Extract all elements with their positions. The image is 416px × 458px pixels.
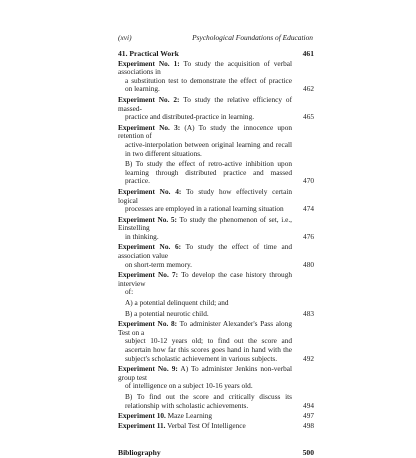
page-roman-number: (xvi) <box>118 33 132 42</box>
section-heading <box>118 50 314 59</box>
entry-text: To study how effectively certain logical <box>118 186 292 205</box>
entry-label: Experiment 11. <box>118 420 166 430</box>
toc-entry-9a <box>118 365 314 391</box>
entry-page: 470 <box>303 176 314 186</box>
entry-page: 497 <box>303 411 314 421</box>
toc-entry-3a <box>118 124 314 158</box>
entry-text: To study the relative efficiency of massed- <box>118 94 292 113</box>
entry-cont: in thinking. <box>125 231 159 241</box>
toc-entry-3b <box>118 160 314 186</box>
entry-cont: active-interpolation between original learning and recall in two different situations. <box>125 139 292 158</box>
entry-page: 498 <box>303 420 314 430</box>
entry-page: 492 <box>303 353 314 363</box>
bibliography-entry <box>118 449 314 458</box>
entry-text: A) a potential delinquent child; and <box>125 298 229 308</box>
entry-text: Verbal Test Of Intelligence <box>167 420 246 430</box>
section-title: 41. Practical Work <box>118 49 179 58</box>
toc-entry-7b <box>118 310 314 319</box>
toc-entry-2 <box>118 96 314 122</box>
entry-text: (A) To study the innocence upon retention of <box>118 122 292 141</box>
toc-entry-7 <box>118 271 314 297</box>
entry-page: 476 <box>303 231 314 241</box>
entry-text <box>118 393 298 410</box>
bibliography-page: 500 <box>302 448 314 458</box>
section-page: 461 <box>302 49 314 58</box>
toc-entry-10 <box>118 412 314 421</box>
toc-entry-8 <box>118 320 314 363</box>
entry-label: Experiment No. 5: <box>118 214 177 224</box>
entry-label: Experiment No. 1: <box>118 58 180 68</box>
entry-text: B) a potential neurotic child. <box>125 308 209 318</box>
entry-text: To study the acquisition of verbal associations in <box>118 58 292 77</box>
entry-text-line: B) To find out the score and critically discuss its relationship <box>125 391 292 410</box>
toc-entry-9b <box>118 393 314 410</box>
entry-cont: of: <box>125 287 134 297</box>
entry-page: 474 <box>303 204 314 214</box>
toc-entry-6 <box>118 243 314 269</box>
toc-entry-7a <box>118 299 314 308</box>
entry-text <box>118 160 298 186</box>
entry-label: Experiment No. 9: <box>118 364 178 374</box>
entry-text: A) To administer Jenkins non-verbal group test <box>118 364 293 382</box>
table-of-contents <box>118 50 314 458</box>
entry-text-line: B) To study the effect of retro-active inhibition upon learning <box>125 159 292 177</box>
entry-text: Maze Learning <box>167 411 213 421</box>
entry-page: 465 <box>303 112 314 122</box>
entry-label: Experiment No. 7: <box>118 270 179 280</box>
entry-label: Experiment No. 6: <box>118 242 182 252</box>
book-title: Psychological Foundations of Education <box>192 33 313 42</box>
entry-cont: processes are employed in a rational learning situation <box>125 204 284 214</box>
entry-text: To study the effect of time and association value <box>118 242 292 261</box>
entry-page: 483 <box>303 308 314 318</box>
entry-label: Experiment No. 3: <box>118 122 181 132</box>
entry-text: To develop the case history through interview <box>118 270 292 288</box>
entry-page: 494 <box>303 400 314 410</box>
toc-entry-11 <box>118 422 314 431</box>
running-header <box>118 33 313 42</box>
entry-cont: with scholastic achievements. <box>161 400 249 410</box>
entry-label: Experiment No. 8: <box>118 319 178 329</box>
entry-cont: practice and distributed-practice in learning. <box>125 112 255 122</box>
bibliography-title: Bibliography <box>118 448 161 458</box>
toc-entry-5 <box>118 216 314 242</box>
entry-text: To administer Alexander's Pass along Test on a <box>118 319 292 337</box>
entry-text: To study the phenomenon of set, i.e., Einstelling <box>118 214 292 233</box>
entry-label: Experiment No. 4: <box>118 186 182 196</box>
toc-entry-1 <box>118 60 314 94</box>
entry-label: Experiment No. 2: <box>118 94 180 104</box>
entry-label: Experiment 10. <box>118 411 166 421</box>
entry-cont: subject 10-12 years old; to find out the score and ascertain how far this scores goes hand in hand with the subject's scholastic achievement in various subjects. <box>125 336 292 363</box>
entry-cont: of intelligence on a subject 10-16 years old. <box>125 381 253 391</box>
entry-cont: a substitution test to demonstrate the effect of practice on learning. <box>125 75 292 94</box>
entry-cont: on short-term memory. <box>125 259 193 269</box>
entry-cont: through distributed practice and massed practice. <box>125 167 292 186</box>
entry-page: 462 <box>303 84 314 94</box>
entry-page: 480 <box>303 259 314 269</box>
toc-entry-4 <box>118 188 314 214</box>
